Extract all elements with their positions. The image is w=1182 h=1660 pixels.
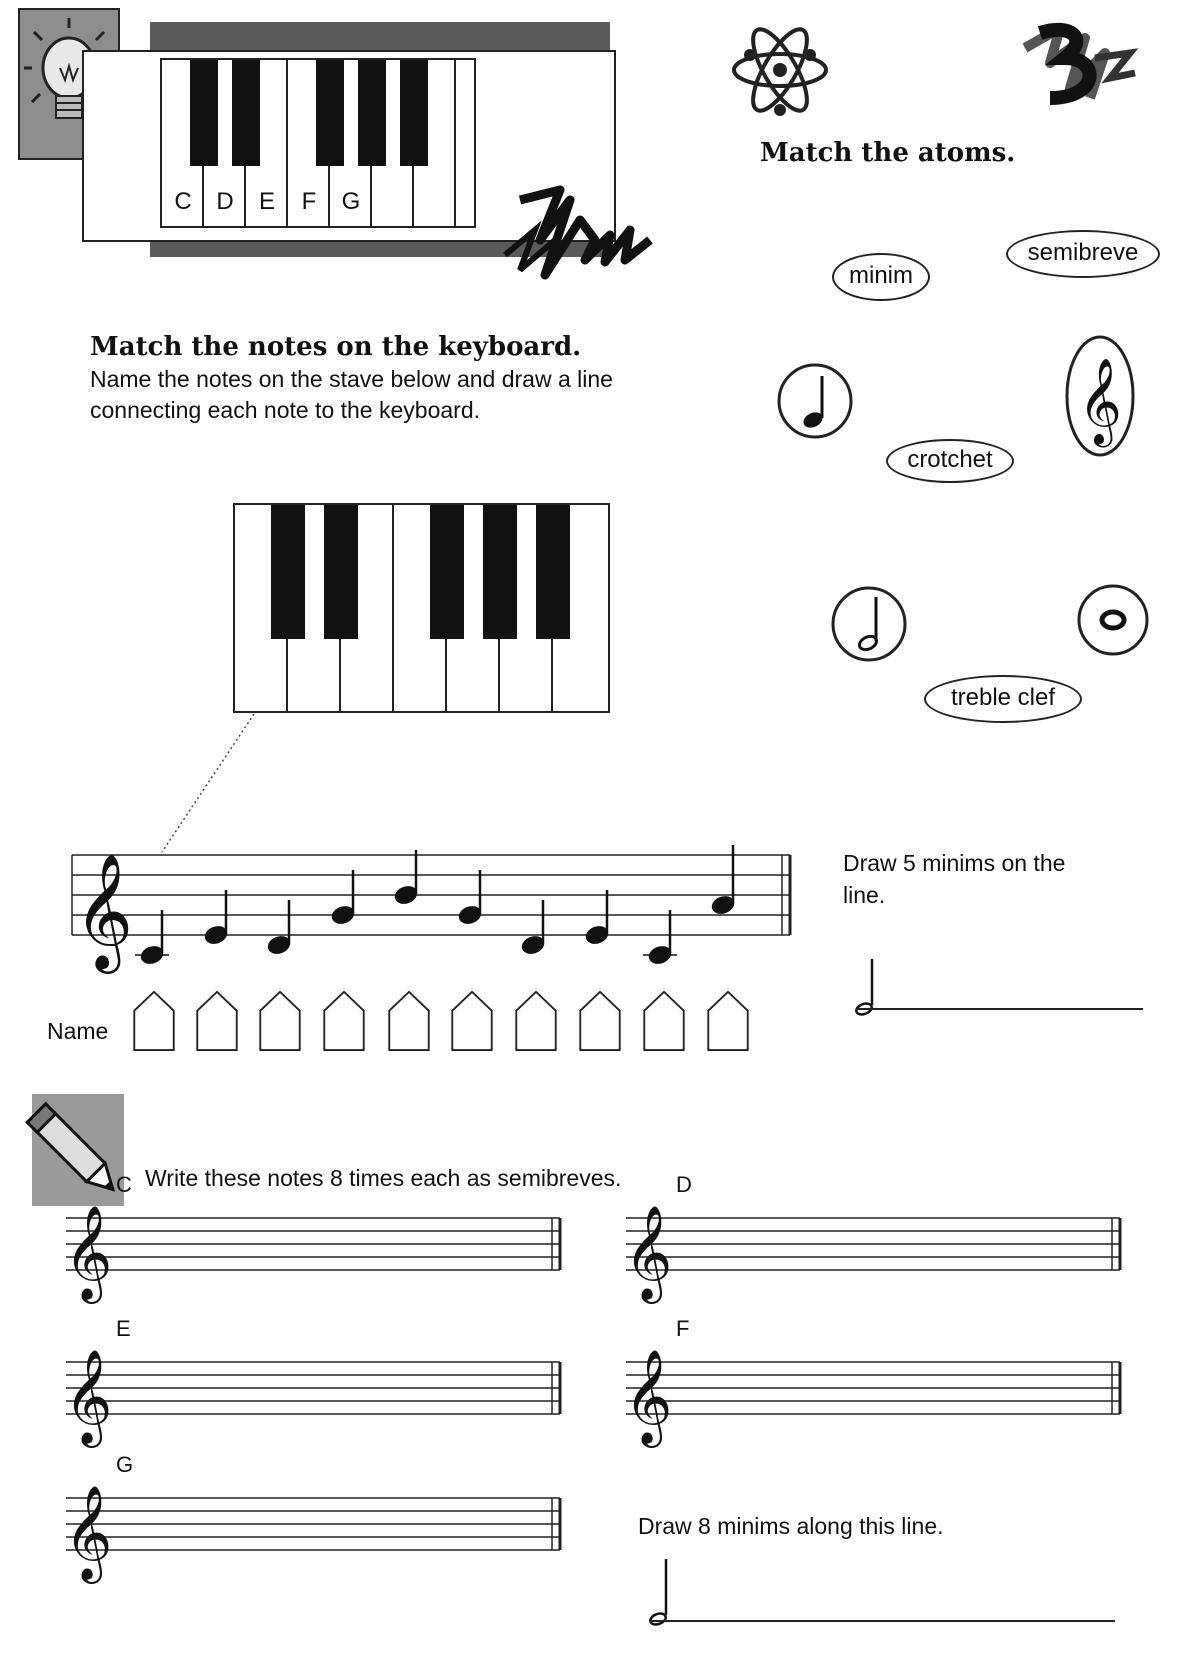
treble-clef-icon: 𝄞 [64,1205,113,1300]
black-key [232,60,260,166]
black-key[interactable] [536,505,570,639]
minims8-answer-line[interactable] [645,1555,1125,1635]
name-label: Name [47,1018,109,1044]
write-stave-lines [60,1344,570,1454]
semibreve-icon[interactable] [1076,583,1150,657]
stave-note-label: C [116,1172,132,1197]
answer-box[interactable] [195,990,239,1052]
minims8-instruction: Draw 8 minims along this line. [638,1513,944,1539]
treble-clef-icon: 𝄞 [74,852,134,969]
answer-box[interactable] [578,990,622,1052]
write-notes-instruction: Write these notes 8 times each as semibreves. [145,1165,622,1191]
stave-note-label: F [676,1316,690,1341]
key-letter-f: F [301,188,317,215]
label-semibreve[interactable] [1006,230,1160,278]
answer-box[interactable] [706,990,750,1052]
treble-clef-icon: 𝄞 [624,1349,673,1444]
write-stave-e[interactable] [60,1316,570,1446]
label-crotchet-text: crotchet [907,446,993,473]
black-key[interactable] [430,505,464,639]
label-semibreve-text: semibreve [1027,239,1139,266]
crotchet-icon[interactable] [776,362,854,440]
key-letter-g: G [341,188,361,215]
label-treble-clef[interactable] [924,675,1082,723]
atom-icon [730,20,830,120]
answer-box[interactable] [514,990,558,1052]
write-stave-lines [620,1200,1130,1310]
stave-note-label: E [116,1316,131,1341]
minim-icon[interactable] [830,585,908,663]
write-stave-g[interactable] [60,1452,570,1582]
note-stave [62,825,802,975]
reference-keyboard [160,58,476,228]
answer-box[interactable] [642,990,686,1052]
key-letter-c: C [174,188,192,215]
key-letter-d: D [216,188,234,215]
write-stave-c[interactable] [60,1172,570,1302]
stave-note-label: G [116,1452,134,1477]
match-keyboard-line1: Name the notes on the stave below and draw a line [90,366,613,392]
black-key [358,60,386,166]
write-stave-lines [60,1480,570,1590]
match-keyboard-line2: connecting each note to the keyboard. [90,397,481,423]
write-stave-lines [60,1200,570,1310]
answer-box[interactable] [450,990,494,1052]
minims5-line1: Draw 5 minims on the [843,850,1066,876]
answer-box[interactable] [258,990,302,1052]
treble-clef-icon: 𝄞 [624,1205,673,1300]
answer-box[interactable] [322,990,366,1052]
treble-clef-icon: 𝄞 [64,1485,113,1580]
minims5-line2: line. [843,882,886,908]
target-keyboard[interactable] [233,503,610,713]
treble-clef-icon: 𝄞 [64,1349,113,1444]
treble-clef-icon[interactable] [1064,334,1136,458]
write-stave-d[interactable] [620,1172,1130,1302]
black-key[interactable] [324,505,358,639]
black-key [190,60,218,166]
stave-note-label: D [676,1172,692,1197]
black-key [400,60,428,166]
scribble-decoration [500,180,660,290]
label-crotchet[interactable] [886,439,1014,483]
black-key[interactable] [271,505,305,639]
minims5-answer-line[interactable] [848,955,1148,1025]
match-keyboard-title: Match the notes on the keyboard. [90,332,582,362]
label-treble-clef-text: treble clef [950,684,1056,711]
atoms-title: Match the atoms. [760,138,1016,168]
write-stave-lines [620,1344,1130,1454]
svg-text:𝄞: 𝄞 [1078,358,1122,444]
black-key[interactable] [483,505,517,639]
stave-notes [135,845,736,966]
answer-box[interactable] [132,990,176,1052]
label-minim-text: minim [849,262,913,289]
label-minim[interactable] [832,253,930,301]
key-letter-e: E [258,188,275,215]
black-key [316,60,344,166]
write-stave-f[interactable] [620,1316,1130,1446]
number-three-icon [1010,18,1140,108]
answer-box[interactable] [387,990,431,1052]
